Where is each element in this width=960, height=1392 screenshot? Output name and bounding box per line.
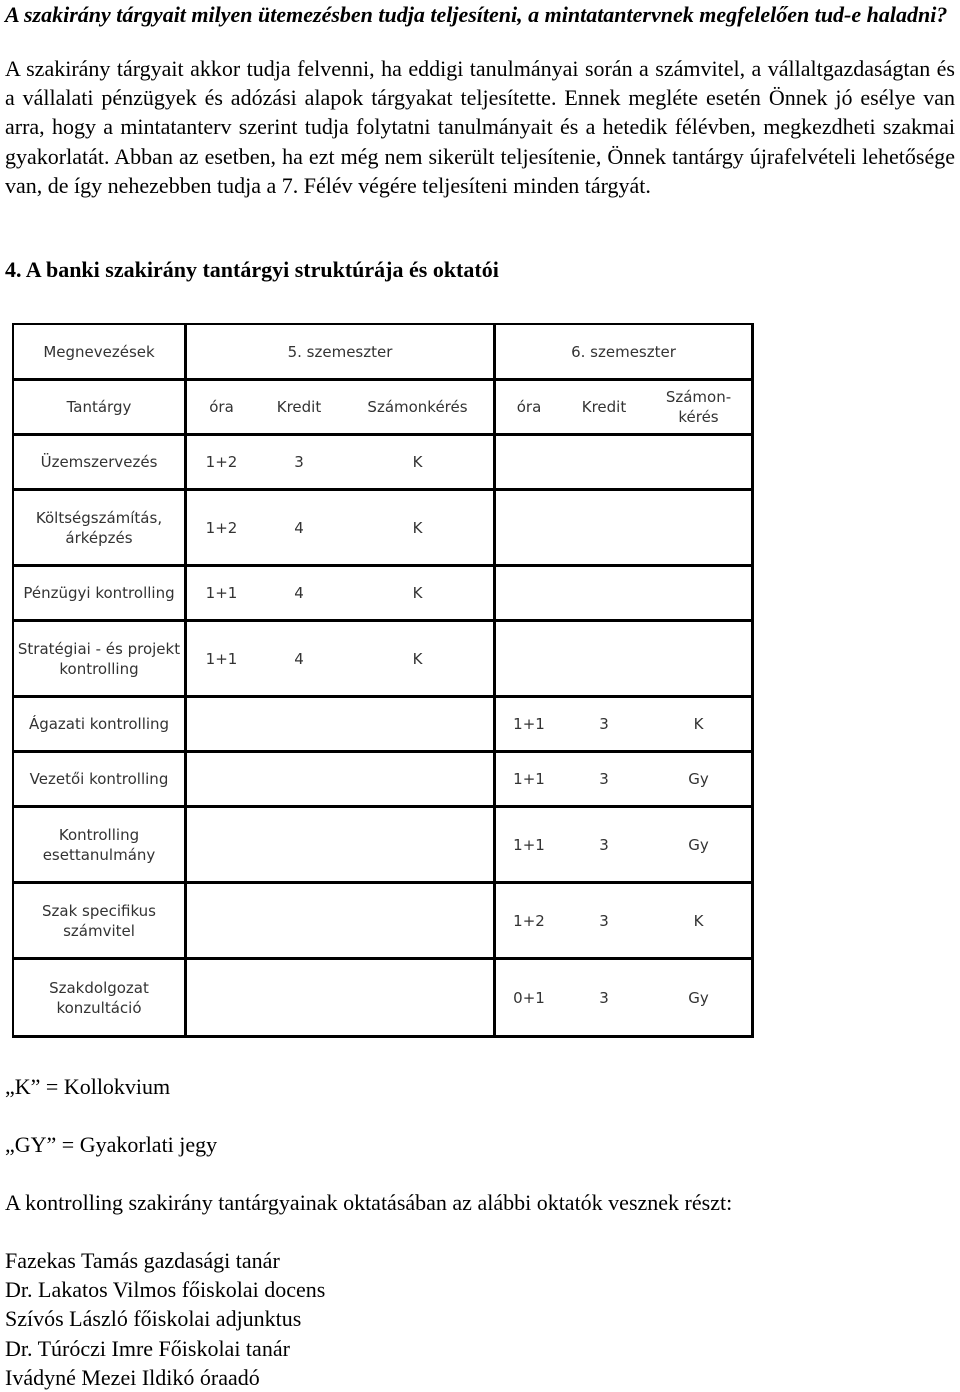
header-sem5-cell: 5. szemeszter [187,325,496,381]
row-szamon6: K [646,698,751,753]
subheader-szamon6: Számon-kérés [646,381,751,436]
row-kredit6: 3 [562,808,646,884]
row-szamon5 [342,808,496,884]
row-kredit5 [256,960,342,1035]
row-kredit5: 4 [256,567,342,622]
row-szamon6: Gy [688,988,709,1007]
table-header-row [14,325,751,381]
row-kredit5 [256,753,342,808]
row-ora6: 1+2 [496,884,562,960]
row-name: Szakdolgozat konzultáció [14,960,187,1035]
row-ora6 [496,436,562,491]
subheader-kredit5: Kredit [256,381,342,436]
row-szamon6 [646,622,751,698]
row-kredit5: 4 [256,622,342,698]
legend-k: „K” = Kollokvium [5,1074,171,1099]
row-kredit5 [256,808,342,884]
row-name: Szak specifikus számvitel [14,884,187,960]
row-ora6 [496,567,562,622]
row-kredit6: 3 [562,753,646,808]
header-sem6-cell: 6. szemeszter [496,325,751,381]
list-item: Fazekas Tamás gazdasági tanár [5,1248,280,1273]
row-kredit5 [256,884,342,960]
row-kredit6: 3 [562,698,646,753]
subheader-name: Tantárgy [14,381,187,436]
row-name: Stratégiai - és projekt kontrolling [14,622,187,698]
row-ora5 [187,698,256,753]
row-ora6: 1+1 [496,808,562,884]
row-kredit6: 3 [599,988,609,1007]
row-kredit5 [256,698,342,753]
row-kredit6: 3 [562,884,646,960]
row-szamon6: Gy [646,808,751,884]
list-item: Dr. Lakatos Vilmos főiskolai docens [5,1277,326,1303]
row-name: Költségszámítás, árképzés [14,491,187,567]
lecturers-intro: A kontrolling szakirány tantárgyainak oktatásában az alábbi oktatók vesznek részt: [5,1190,733,1215]
answer-paragraph: A szakirány tárgyait akkor tudja felvenni, ha eddigi tanulmányai során a számvitel, a vállaltgazdaságtan és a vállalati pénzügyek és adózási alapok tárgyakat teljesítette. Ennek megléte esetén Önnek jó esélye van arra, hogy a mintatanterv szerint tudja folytatni tanulmányait és a hetedik félévben, megkezdheti szakmai gyakorlatát. Abban az esetben, ha ezt még nem sikerült teljesítenie, Önnek tantárgy újrafelvételi lehetősége van, de így nehezebben tudja a 7. Félév végére teljesíteni minden tárgyát. [5,56,955,198]
row-kredit5: 3 [256,436,342,491]
row-ora5: 1+1 [187,622,256,698]
table-row [14,808,751,884]
table-row [14,622,751,698]
subheader-ora6: óra [496,381,562,436]
legend-gy: „GY” = Gyakorlati jegy [5,1132,218,1157]
row-ora5 [187,753,256,808]
row-szamon6: K [646,884,751,960]
list-item: Dr. Túróczi Imre Főiskolai tanár [5,1335,290,1361]
row-szamon5: K [342,436,496,491]
list-item: Ivádyné Mezei Ildikó óraadó [5,1364,260,1390]
row-ora5: 1+2 [187,491,256,567]
row-ora6: 1+1 [496,753,562,808]
curriculum-table [12,323,754,1038]
list-item: Szívós László főiskolai adjunktus [5,1306,302,1332]
question-heading: A szakirány tárgyait milyen ütemezésben tudja teljesíteni, a mintatantervnek megfelelően tud-e haladni? [5,2,948,27]
row-ora5 [187,884,256,960]
row-kredit6 [562,436,646,491]
row-name: Ágazati kontrolling [14,698,187,753]
table-row [14,960,751,1035]
row-name: Üzemszervezés [14,436,187,491]
row-szamon6 [646,436,751,491]
table-row [14,491,751,567]
row-szamon6: Gy [646,753,751,808]
table-row [14,884,751,960]
row-szamon6 [646,567,751,622]
row-kredit6 [562,622,646,698]
row-name: Pénzügyi kontrolling [14,567,187,622]
table-row [14,436,751,491]
row-szamon5: K [342,491,496,567]
row-szamon5 [342,753,496,808]
row-szamon5: K [342,567,496,622]
subheader-ora5: óra [187,381,256,436]
subheader-kredit6: Kredit [562,381,646,436]
row-kredit6 [562,567,646,622]
row-kredit6 [562,491,646,567]
curriculum-table-frame [12,323,754,1038]
row-szamon5 [342,698,496,753]
row-ora6: 1+1 [496,698,562,753]
row-ora5: 1+1 [187,567,256,622]
header-name-cell: Megnevezések [14,325,187,381]
row-szamon5: K [342,622,496,698]
table-row [14,698,751,753]
row-ora6 [496,491,562,567]
row-szamon5 [342,884,496,960]
table-row [14,753,751,808]
row-ora5: 1+2 [187,436,256,491]
table-subheader-row [14,381,751,436]
row-szamon6 [646,491,751,567]
row-kredit5: 4 [256,491,342,567]
row-name: Kontrolling esettanulmány [14,808,187,884]
section-heading: 4. A banki szakirány tantárgyi struktúrája és oktatói [5,257,499,282]
table-row [14,567,751,622]
row-ora6: 0+1 [513,988,545,1007]
row-szamon5 [342,960,496,1035]
row-ora6 [496,622,562,698]
subheader-szamon5: Számonkérés [342,381,496,436]
row-name: Vezetői kontrolling [14,753,187,808]
lecturer-list [5,1246,325,1392]
row-ora5 [187,808,256,884]
row-ora5 [187,960,256,1035]
